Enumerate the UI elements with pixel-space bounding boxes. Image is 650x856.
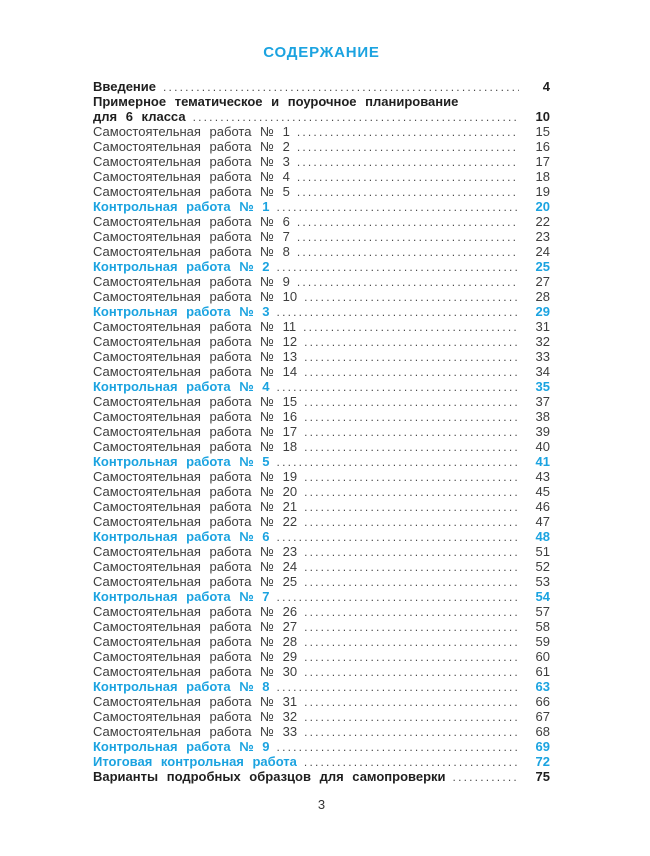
toc-entry: [93, 424, 550, 439]
toc-entry: [93, 544, 550, 559]
toc-entry: [93, 604, 550, 619]
toc-entry-label: Самостоятельная работа № 5: [93, 184, 290, 199]
toc-entry-label: Контрольная работа № 6: [93, 529, 270, 544]
toc-entry-label: Самостоятельная работа № 31: [93, 694, 298, 709]
toc-entry-page: 4: [542, 79, 550, 94]
toc-entry-label: Самостоятельная работа № 27: [93, 619, 298, 634]
dot-leader-icon: [277, 680, 519, 695]
toc-entry-page: 20: [535, 199, 550, 214]
dot-leader-icon: [277, 740, 519, 755]
dot-leader-icon: [277, 260, 519, 275]
dot-leader-icon: [277, 530, 519, 545]
toc-entry-label: Самостоятельная работа № 30: [93, 664, 298, 679]
toc-entry-label: Самостоятельная работа № 10: [93, 289, 298, 304]
toc-entry: [93, 319, 550, 334]
toc-entry-label: Самостоятельная работа № 6: [93, 214, 290, 229]
toc-entry-label: Самостоятельная работа № 17: [93, 424, 298, 439]
toc-entry: [93, 379, 550, 394]
toc-entry-page: 16: [535, 139, 550, 154]
toc-entry-page: 29: [535, 304, 550, 319]
toc-entry: [93, 559, 550, 574]
toc-entry-page: 10: [535, 109, 550, 124]
toc-entry-page: 68: [535, 724, 550, 739]
toc-entry: [93, 349, 550, 364]
toc-entry-page: 69: [535, 739, 550, 754]
dot-leader-icon: [304, 545, 519, 560]
toc-entry-page: 61: [535, 664, 550, 679]
toc-entry-label: Самостоятельная работа № 32: [93, 709, 298, 724]
dot-leader-icon: [304, 425, 519, 440]
toc-entry-page: 59: [535, 634, 550, 649]
toc-entry-label: Самостоятельная работа № 26: [93, 604, 298, 619]
toc-entry: [93, 244, 550, 259]
toc-list: [93, 79, 550, 784]
dot-leader-icon: [304, 335, 519, 350]
page-title: СОДЕРЖАНИЕ: [263, 44, 380, 61]
toc-entry: [93, 199, 550, 214]
toc-entry: [93, 484, 550, 499]
toc-entry-label: Самостоятельная работа № 1: [93, 124, 290, 139]
toc-entry: [93, 79, 550, 94]
toc-entry-label: Самостоятельная работа № 2: [93, 139, 290, 154]
toc-entry-label: для 6 класса: [93, 109, 186, 124]
dot-leader-icon: [193, 110, 519, 125]
toc-entry-label: Самостоятельная работа № 12: [93, 334, 298, 349]
toc-entry-label: Контрольная работа № 9: [93, 739, 270, 754]
toc-entry-page: 54: [535, 589, 550, 604]
dot-leader-icon: [453, 770, 519, 785]
toc-entry: [93, 154, 550, 169]
toc-entry-page: 67: [535, 709, 550, 724]
toc-entry-page: 41: [535, 454, 550, 469]
dot-leader-icon: [304, 500, 519, 515]
dot-leader-icon: [304, 635, 519, 650]
toc-entry-label: Самостоятельная работа № 29: [93, 649, 298, 664]
dot-leader-icon: [277, 590, 519, 605]
toc-entry-page: 58: [535, 619, 550, 634]
dot-leader-icon: [297, 140, 519, 155]
dot-leader-icon: [304, 650, 519, 665]
toc-entry-page: 52: [535, 559, 550, 574]
toc-entry-page: 72: [535, 754, 550, 769]
toc-entry-label: Контрольная работа № 4: [93, 379, 270, 394]
toc-entry-page: 35: [535, 379, 550, 394]
toc-entry: [93, 619, 550, 634]
toc-entry-page: 34: [535, 364, 550, 379]
toc-entry: [93, 184, 550, 199]
dot-leader-icon: [297, 185, 519, 200]
toc-entry: [93, 139, 550, 154]
toc-entry: [93, 274, 550, 289]
dot-leader-icon: [297, 215, 519, 230]
dot-leader-icon: [304, 695, 519, 710]
toc-entry-page: 23: [535, 229, 550, 244]
toc-entry: [93, 694, 550, 709]
dot-leader-icon: [277, 200, 519, 215]
toc-entry-label: Самостоятельная работа № 4: [93, 169, 290, 184]
toc-entry: [93, 754, 550, 769]
toc-entry-page: 60: [535, 649, 550, 664]
dot-leader-icon: [277, 455, 519, 470]
toc-entry: [93, 289, 550, 304]
toc-entry-label: Самостоятельная работа № 28: [93, 634, 298, 649]
toc-entry: [93, 214, 550, 229]
toc-entry-page: 37: [535, 394, 550, 409]
toc-entry: [93, 304, 550, 319]
toc-entry-label: Самостоятельная работа № 8: [93, 244, 290, 259]
toc-entry-page: 53: [535, 574, 550, 589]
toc-entry-label: Самостоятельная работа № 18: [93, 439, 298, 454]
toc-entry-page: 27: [535, 274, 550, 289]
toc-entry-page: 47: [535, 514, 550, 529]
toc-entry: [93, 454, 550, 469]
toc-entry-label: Самостоятельная работа № 3: [93, 154, 290, 169]
dot-leader-icon: [304, 605, 519, 620]
toc-entry-page: 48: [535, 529, 550, 544]
dot-leader-icon: [304, 410, 519, 425]
toc-entry: [93, 664, 550, 679]
toc-entry: [93, 169, 550, 184]
toc-entry: [93, 649, 550, 664]
toc-entry-page: 15: [535, 124, 550, 139]
toc-entry-label: Контрольная работа № 3: [93, 304, 270, 319]
toc-entry-label: Самостоятельная работа № 13: [93, 349, 298, 364]
dot-leader-icon: [297, 170, 519, 185]
dot-leader-icon: [297, 245, 519, 260]
toc-entry-page: 22: [535, 214, 550, 229]
toc-entry-page: 17: [535, 154, 550, 169]
toc-entry: [93, 769, 550, 784]
toc-entry: [93, 229, 550, 244]
toc-entry: [93, 94, 550, 109]
toc-entry-label: Самостоятельная работа № 20: [93, 484, 298, 499]
toc-entry: [93, 724, 550, 739]
dot-leader-icon: [304, 470, 519, 485]
toc-entry: [93, 469, 550, 484]
toc-entry-page: 33: [535, 349, 550, 364]
toc-entry: [93, 739, 550, 754]
toc-entry-label: Контрольная работа № 1: [93, 199, 270, 214]
toc-entry-page: 32: [535, 334, 550, 349]
dot-leader-icon: [304, 350, 519, 365]
toc-entry: [93, 529, 550, 544]
toc-entry: [93, 334, 550, 349]
toc-entry-page: 63: [535, 679, 550, 694]
toc-entry-label: Контрольная работа № 8: [93, 679, 270, 694]
toc-entry-page: 66: [535, 694, 550, 709]
toc-entry-page: 40: [535, 439, 550, 454]
dot-leader-icon: [297, 275, 519, 290]
dot-leader-icon: [304, 395, 519, 410]
toc-entry-page: 39: [535, 424, 550, 439]
toc-entry-label: Самостоятельная работа № 19: [93, 469, 298, 484]
toc-entry-page: 46: [535, 499, 550, 514]
toc-entry: [93, 109, 550, 124]
toc-entry: [93, 589, 550, 604]
toc-entry-label: Самостоятельная работа № 9: [93, 274, 290, 289]
dot-leader-icon: [304, 440, 519, 455]
toc-entry: [93, 394, 550, 409]
toc-entry-label: Контрольная работа № 2: [93, 259, 270, 274]
dot-leader-icon: [304, 575, 519, 590]
toc-entry: [93, 514, 550, 529]
toc-entry-label: Контрольная работа № 5: [93, 454, 270, 469]
toc-entry-label: Самостоятельная работа № 22: [93, 514, 298, 529]
dot-leader-icon: [304, 515, 519, 530]
toc-entry-page: 57: [535, 604, 550, 619]
dot-leader-icon: [304, 290, 519, 305]
dot-leader-icon: [297, 155, 519, 170]
toc-entry-label: Самостоятельная работа № 15: [93, 394, 298, 409]
toc-entry-page: 38: [535, 409, 550, 424]
toc-entry: [93, 439, 550, 454]
toc-entry-label: Самостоятельная работа № 25: [93, 574, 298, 589]
dot-leader-icon: [297, 230, 519, 245]
toc-entry-label: Самостоятельная работа № 7: [93, 229, 290, 244]
toc-entry: [93, 409, 550, 424]
toc-entry: [93, 364, 550, 379]
toc-entry-label: Самостоятельная работа № 11: [93, 319, 297, 334]
dot-leader-icon: [304, 710, 519, 725]
dot-leader-icon: [304, 365, 519, 380]
toc-entry-page: 75: [535, 769, 550, 784]
toc-entry-page: 45: [535, 484, 550, 499]
dot-leader-icon: [297, 125, 519, 140]
dot-leader-icon: [304, 620, 519, 635]
toc-entry-label: Введение: [93, 79, 156, 94]
dot-leader-icon: [303, 320, 519, 335]
dot-leader-icon: [304, 725, 519, 740]
toc-entry: [93, 259, 550, 274]
toc-entry-label: Самостоятельная работа № 33: [93, 724, 298, 739]
toc-entry-page: 19: [535, 184, 550, 199]
toc-entry-label: Самостоятельная работа № 16: [93, 409, 298, 424]
toc-entry-page: 31: [535, 319, 550, 334]
toc-entry-label: Самостоятельная работа № 21: [93, 499, 298, 514]
toc-entry-label: Итоговая контрольная работа: [93, 754, 297, 769]
toc-entry: [93, 634, 550, 649]
toc-entry-page: 18: [535, 169, 550, 184]
toc-entry: [93, 709, 550, 724]
toc-entry-page: 51: [535, 544, 550, 559]
toc-entry-label: Контрольная работа № 7: [93, 589, 270, 604]
toc-entry: [93, 124, 550, 139]
dot-leader-icon: [277, 380, 519, 395]
toc-entry-page: 43: [535, 469, 550, 484]
toc-entry: [93, 499, 550, 514]
toc-entry-label: Самостоятельная работа № 24: [93, 559, 298, 574]
dot-leader-icon: [163, 80, 519, 95]
toc-entry-label: Варианты подробных образцов для самопроверки: [93, 769, 446, 784]
toc-entry: [93, 574, 550, 589]
toc-entry-page: 25: [535, 259, 550, 274]
toc-entry-label: Примерное тематическое и поурочное планирование: [93, 94, 459, 109]
dot-leader-icon: [304, 485, 519, 500]
dot-leader-icon: [304, 665, 519, 680]
dot-leader-icon: [304, 755, 519, 770]
toc-entry-page: 28: [535, 289, 550, 304]
toc-entry-page: 24: [535, 244, 550, 259]
dot-leader-icon: [277, 305, 519, 320]
dot-leader-icon: [304, 560, 519, 575]
footer-page-number: 3: [317, 797, 326, 812]
toc-entry-label: Самостоятельная работа № 23: [93, 544, 298, 559]
toc-entry-label: Самостоятельная работа № 14: [93, 364, 298, 379]
toc-entry: [93, 679, 550, 694]
